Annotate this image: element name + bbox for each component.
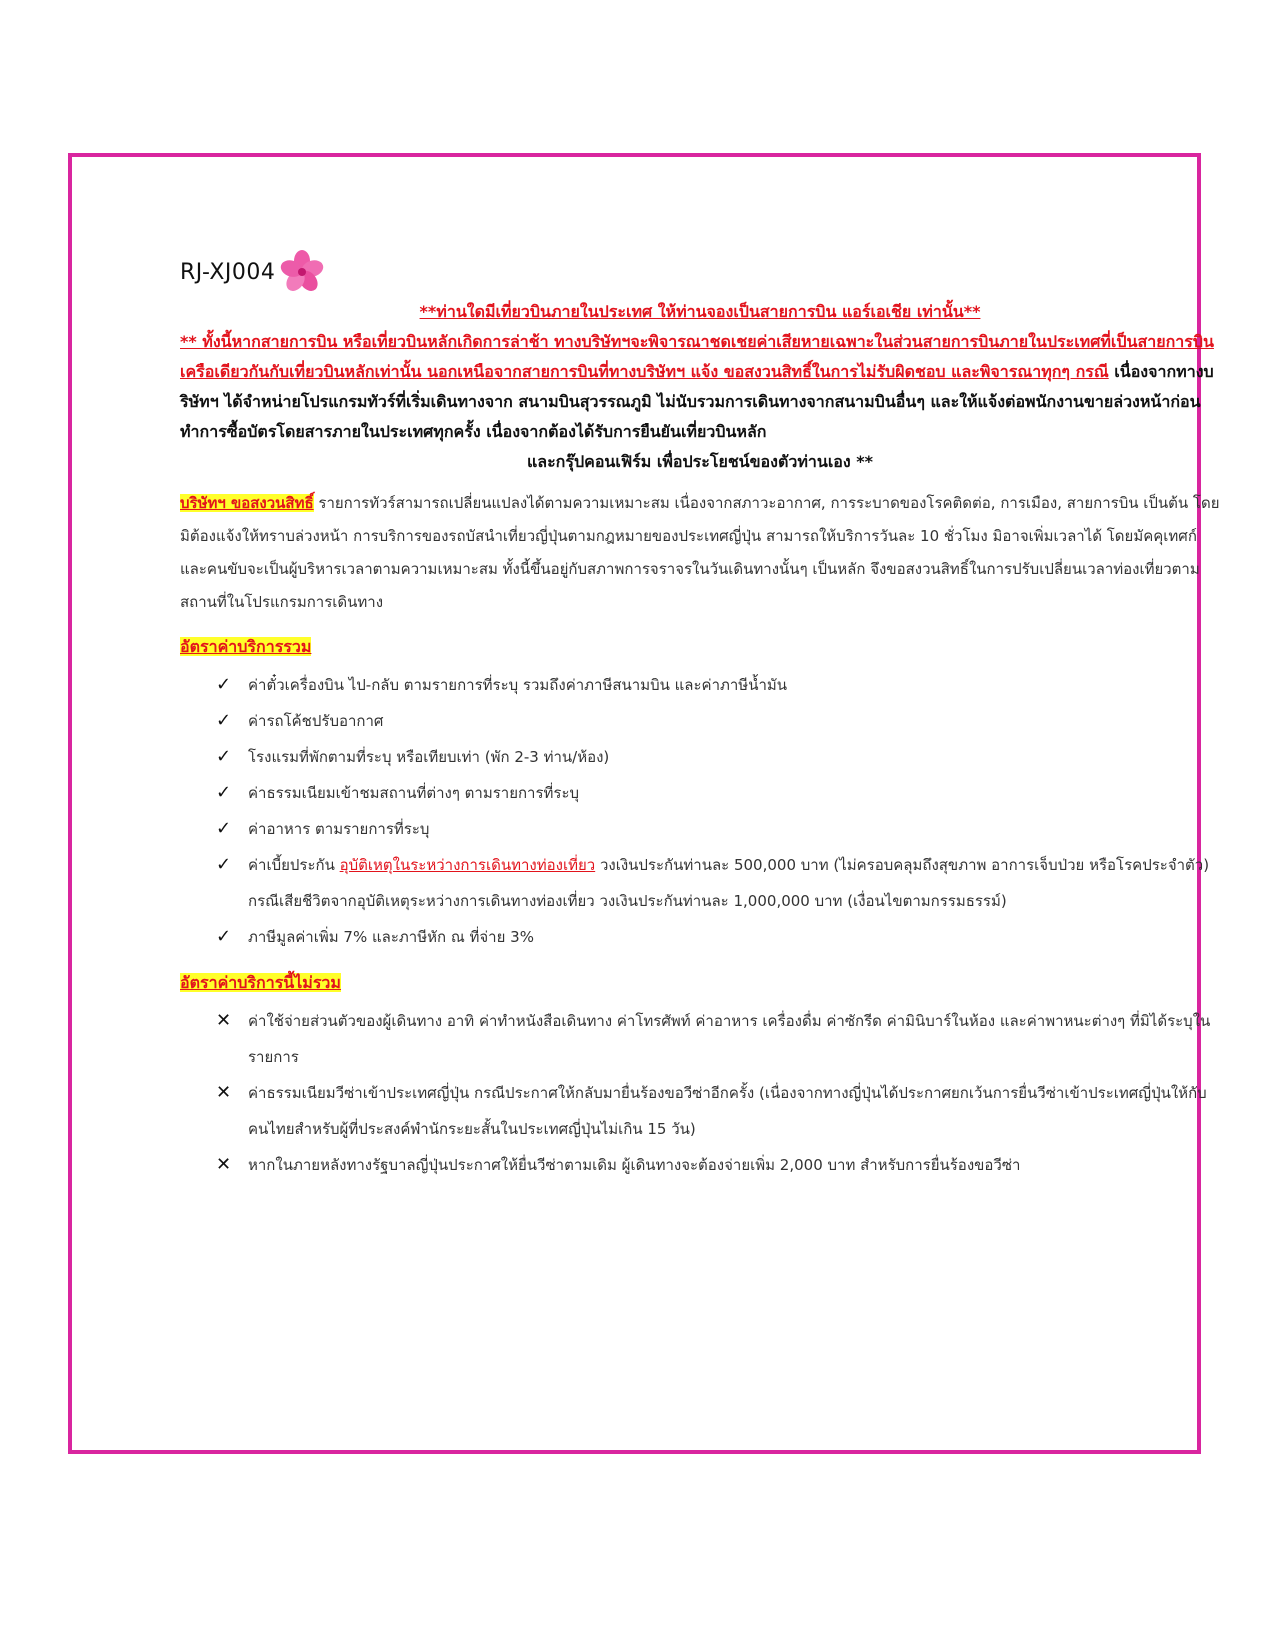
cross-icon: ✕ [216,1082,232,1103]
rights-paragraph [180,487,1220,619]
check-icon: ✓ [216,818,232,839]
rights-label: บริษัทฯ ขอสงวนสิทธิ์ [180,494,314,512]
check-icon: ✓ [216,854,232,875]
check-icon: ✓ [216,782,232,803]
tour-code-line [180,247,1220,297]
list-item: ✓ ภาษีมูลค่าเพิ่ม 7% และภาษีหัก ณ ที่จ่าย 3% [180,919,1220,955]
tour-code: RJ-XJ004 [180,259,276,285]
notice-domestic-airline: **ท่านใดมีเที่ยวบินภายในประเทศ ให้ท่านจองเป็นสายการบิน แอร์เอเชีย เท่านั้น** [419,302,981,321]
notice-departure-info: เนื่องจากทางบริษัทฯ ได้จำหน่ายโปรแกรมทัวร์ที่เริ่มเดินทางจาก สนามบินสุวรรณภูมิ ไม่นับรวมการเดินทางจากสนามบินอื่นๆ และให้แจ้งต่อพนักงานขายล่วงหน้าก่อนทำการซื้อบัตรโดยสารภายในประเทศทุกครั้ง เนื่องจากต้องได้รับการยืนยันเที่ยวบินหลัก [180,362,1214,441]
rights-text: รายการทัวร์สามารถเปลี่ยนแปลงได้ตามความเหมาะสม เนื่องจากสภาวะอากาศ, การระบาดของโรคติดต่อ, การเมือง, สายการบิน เป็นต้น โดยมิต้องแจ้งให้ทราบล่วงหน้า การบริการของรถบัสนำเที่ยวญี่ปุ่นตามกฎหมายของประเทศญี่ปุ่น สามารถให้บริการวันละ 10 ชั่วโมง มิอาจเพิ่มเวลาได้ โดยมัคคุเทศก์ และคนขับจะเป็นผู้บริหารเวลาตามความเหมาะสม ทั้งนี้ขึ้นอยู่กับสภาพการจราจรในวันเดินทางนั้นๆ เป็นหลัก จึงขอสงวนสิทธิ์ในการปรับเปลี่ยนเวลาท่องเที่ยวตามสถานที่ในโปรแกรมการเดินทาง [180,494,1220,611]
notice-last-line: และกรุ๊ปคอนเฟิร์ม เพื่อประโยชน์ของตัวท่านเอง ** [526,452,874,471]
airline-notice [180,297,1220,477]
list-item: ✓ ค่าตั๋วเครื่องบิน ไป-กลับ ตามรายการที่ระบุ รวมถึงค่าภาษีสนามบิน และค่าภาษีน้ำมัน [180,667,1220,703]
list-item-insurance: ✓ ค่าเบี้ยประกัน อุบัติเหตุในระหว่างการเดินทางท่องเที่ยว วงเงินประกันท่านละ 500,000 บาท (ไม่ครอบคลุมถึงสุขภาพ อาการเจ็บป่วย หรือโรคประจำตัว) กรณีเสียชีวิตจากอุบัติเหตุระหว่างการเดินทางท่องเที่ยว วงเงินประกันท่านละ 1,000,000 บาท (เงื่อนไขตามกรรมธรรม์) [180,847,1220,919]
insurance-link[interactable]: อุบัติเหตุในระหว่างการเดินทางท่องเที่ยว [339,856,596,874]
document-body [180,247,1220,1183]
check-icon: ✓ [216,746,232,767]
check-icon: ✓ [216,710,232,731]
cross-icon: ✕ [216,1154,232,1175]
notice-body [180,327,1220,447]
check-icon: ✓ [216,674,232,695]
page-frame [68,153,1220,1454]
pink-flower-icon [277,247,327,297]
excluded-section-title: อัตราค่าบริการนี้ไม่รวม [180,973,341,992]
excluded-list [180,1003,1220,1183]
included-section-title: อัตราค่าบริการรวม [180,637,312,656]
notice-delay-policy: ** ทั้งนี้หากสายการบิน หรือเที่ยวบินหลักเกิดการล่าช้า ทางบริษัทฯจะพิจารณาชดเชยค่าเสียหายเฉพาะในส่วนสายการบินภายในประเทศที่เป็นสายการบินเครือเดียวกันกับเที่ยวบินหลักเท่านั้น นอกเหนือจากสายการบินที่ทางบริษัทฯ แจ้ง ขอสงวนสิทธิ์ในการไม่รับผิดชอบ และพิจารณาทุกๆ กรณี [180,332,1214,381]
list-item: ✕ ค่าใช้จ่ายส่วนตัวของผู้เดินทาง อาทิ ค่าทำหนังสือเดินทาง ค่าโทรศัพท์ ค่าอาหาร เครื่องดื่ม ค่าซักรีด ค่ามินิบาร์ในห้อง และค่าพาหนะต่างๆ ที่มิได้ระบุในรายการ [180,1003,1220,1075]
included-list [180,667,1220,955]
list-item: ✓ ค่ารถโค้ชปรับอากาศ [180,703,1220,739]
check-icon: ✓ [216,926,232,947]
list-item: ✓ โรงแรมที่พักตามที่ระบุ หรือเทียบเท่า (พัก 2-3 ท่าน/ห้อง) [180,739,1220,775]
cross-icon: ✕ [216,1010,232,1031]
list-item: ✓ ค่าธรรมเนียมเข้าชมสถานที่ต่างๆ ตามรายการที่ระบุ [180,775,1220,811]
list-item: ✕ หากในภายหลังทางรัฐบาลญี่ปุ่นประกาศให้ยื่นวีซ่าตามเดิม ผู้เดินทางจะต้องจ่ายเพิ่ม 2,000 บาท สำหรับการยื่นร้องขอวีซ่า [180,1147,1220,1183]
list-item: ✕ ค่าธรรมเนียมวีซ่าเข้าประเทศญี่ปุ่น กรณีประกาศให้กลับมายื่นร้องขอวีซ่าอีกครั้ง (เนื่องจากทางญี่ปุ่นได้ประกาศยกเว้นการยื่นวีซ่าเข้าประเทศญี่ปุ่นให้กับคนไทยสำหรับผู้ที่ประสงค์พำนักระยะสั้นในประเทศญี่ปุ่นไม่เกิน 15 วัน) [180,1075,1220,1147]
list-item: ✓ ค่าอาหาร ตามรายการที่ระบุ [180,811,1220,847]
